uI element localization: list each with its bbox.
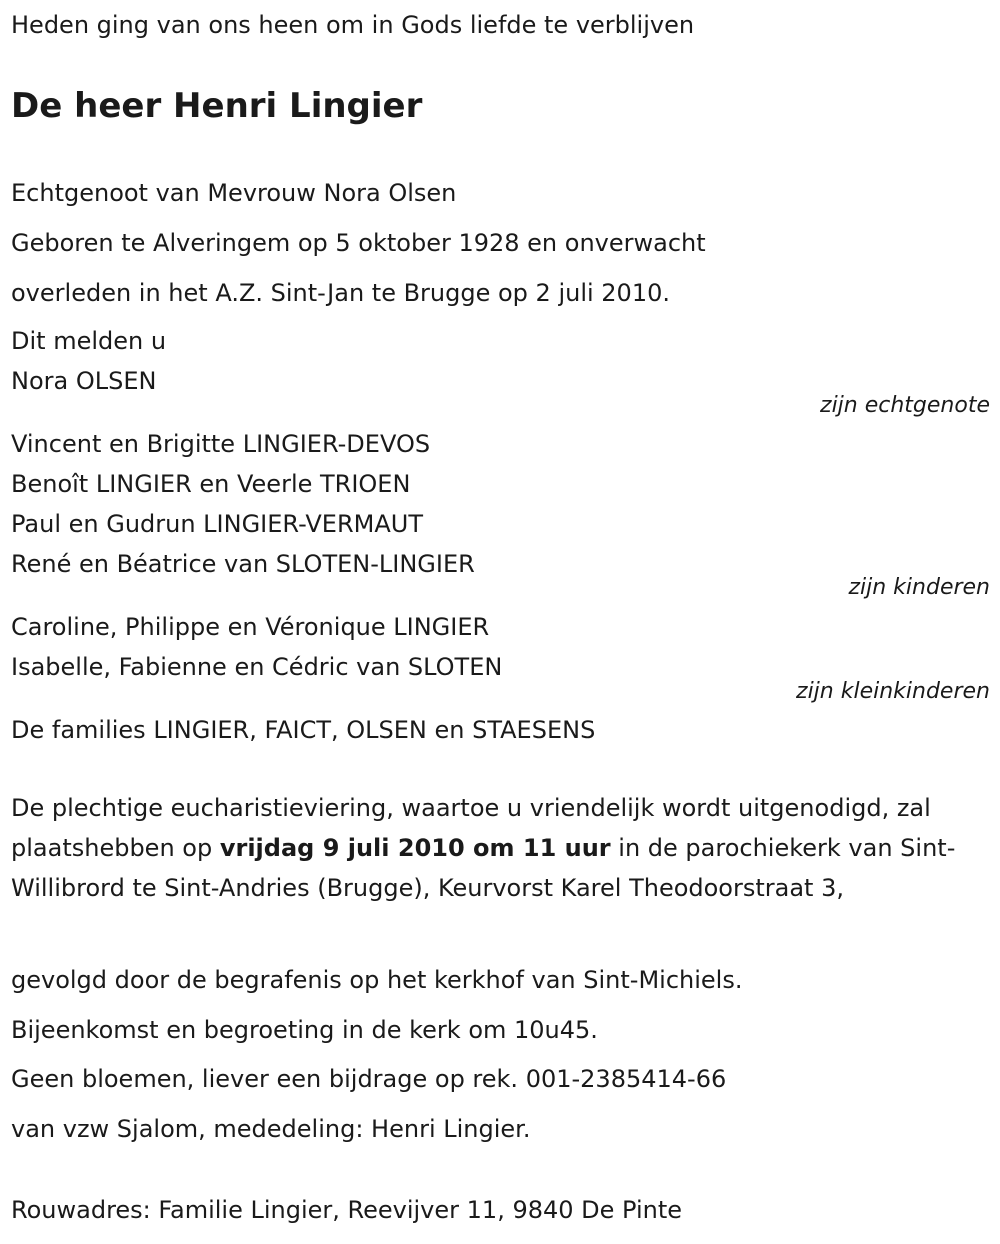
spouse-name: Nora OLSEN [11, 367, 157, 395]
child-line: Vincent en Brigitte LINGIER-DEVOS [11, 430, 431, 458]
families-line: De families LINGIER, FAICT, OLSEN en STAESENS [11, 716, 596, 744]
birth-line: Geboren te Alveringem op 5 oktober 1928 en onverwacht [11, 229, 706, 257]
charity-line: van vzw Sjalom, mededeling: Henri Lingier. [11, 1115, 531, 1143]
grandchild-line: Caroline, Philippe en Véronique LINGIER [11, 613, 490, 641]
flowers-line: Geen bloemen, liever een bijdrage op rek. 001-2385414-66 [11, 1065, 727, 1093]
ceremony-text-1: De plechtige eucharistieviering, waartoe u vriendelijk wordt uitgenodigd, zal plaatshebben op [11, 794, 931, 862]
ceremony-date: vrijdag 9 juli 2010 om 11 uur [219, 834, 611, 862]
grandchildren-role: zijn kleinkinderen [796, 679, 990, 704]
children-role: zijn kinderen [848, 575, 990, 600]
deceased-name: De heer Henri Lingier [11, 86, 423, 126]
spouse-role: zijn echtgenote [820, 393, 990, 418]
ceremony-paragraph [11, 788, 991, 908]
spouse-line: Echtgenoot van Mevrouw Nora Olsen [11, 179, 457, 207]
grandchild-line: Isabelle, Fabienne en Cédric van SLOTEN [11, 653, 503, 681]
death-line: overleden in het A.Z. Sint-Jan te Brugge op 2 juli 2010. [11, 279, 670, 307]
announce-line: Dit melden u [11, 327, 167, 355]
child-line: René en Béatrice van SLOTEN-LINGIER [11, 550, 475, 578]
burial-line: gevolgd door de begrafenis op het kerkhof van Sint-Michiels. [11, 966, 743, 994]
child-line: Benoît LINGIER en Veerle TRIOEN [11, 470, 411, 498]
child-line: Paul en Gudrun LINGIER-VERMAUT [11, 510, 423, 538]
ceremony-text-2: in de parochiekerk van Sint-Willibrord te Sint-Andries (Brugge), Keurvorst Karel Theodoorstraat 3, [11, 834, 956, 902]
address-line: Rouwadres: Familie Lingier, Reevijver 11, 9840 De Pinte [11, 1196, 683, 1224]
intro-text: Heden ging van ons heen om in Gods liefde te verblijven [11, 11, 695, 39]
gathering-line: Bijeenkomst en begroeting in de kerk om 10u45. [11, 1016, 598, 1044]
